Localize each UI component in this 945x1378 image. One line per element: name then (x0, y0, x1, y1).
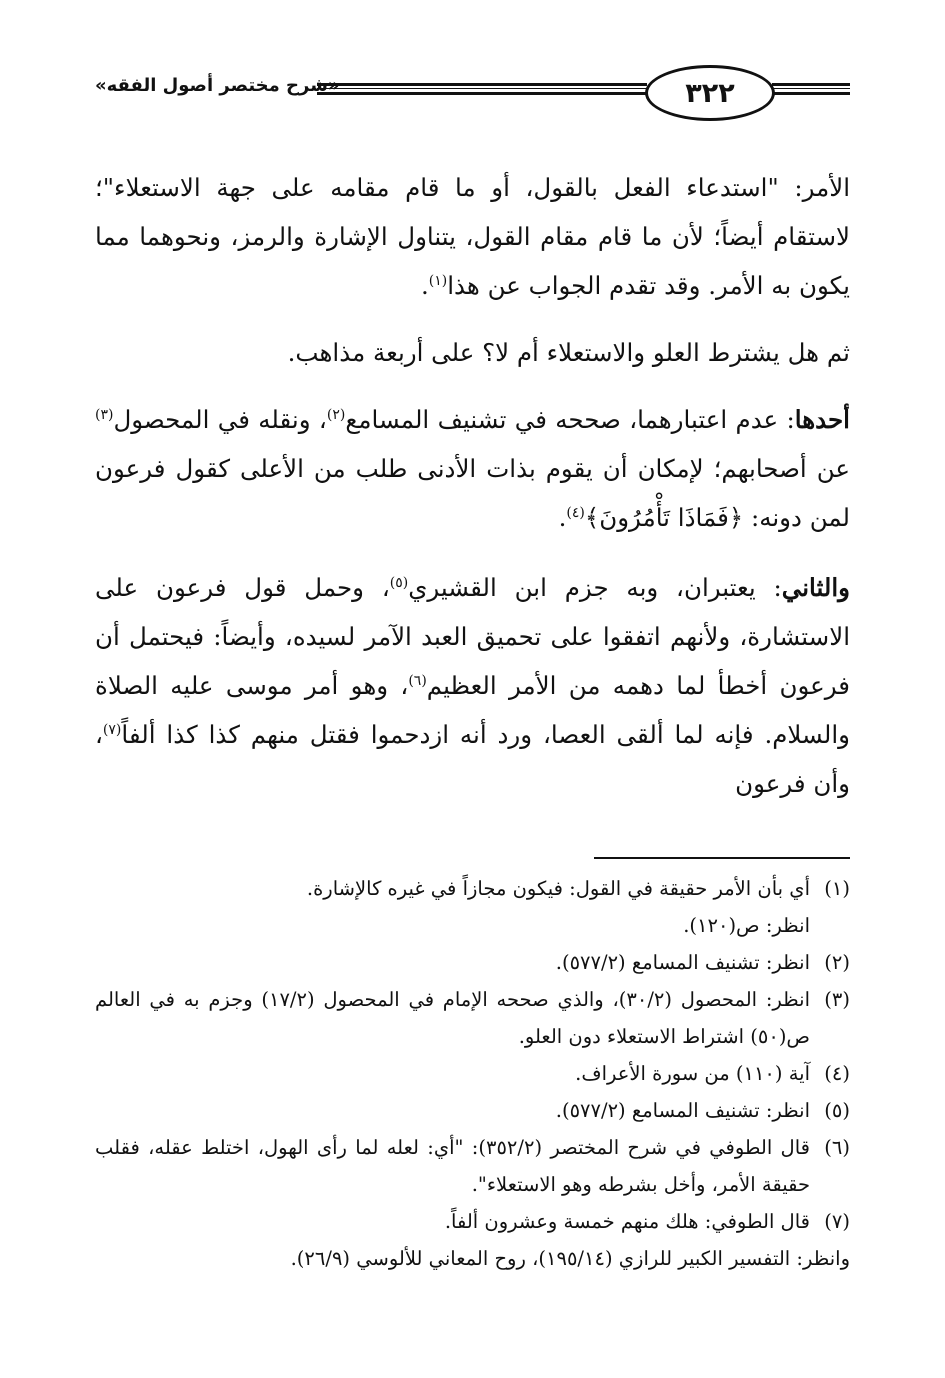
footnote-number: (١) (824, 877, 850, 900)
paragraph-1-text: الأمر: "استدعاء الفعل بالقول، أو ما قام مقامه على جهة الاستعلاء"؛ لاستقام أيضاً؛ لأن ما قام مقام القول، يتناول الإشارة والرمز، ونحوهما مما يكون به الأمر. وقد تقدم الجواب عن هذا (95, 173, 850, 300)
footnote-ref-7: (٧) (102, 721, 122, 738)
paragraph-4-text-d: ، وأن فرعون (95, 720, 850, 798)
footnote-text: أي بأن الأمر حقيقة في القول: فيكون مجازاً في غيره كالإشارة. (306, 877, 810, 900)
book-title: «شرح مختصر أصول الفقه» (95, 75, 340, 96)
paragraph-4-lead: والثاني (781, 573, 850, 602)
paragraph-3-end: . (558, 503, 567, 532)
footnote-separator (594, 857, 850, 859)
paragraph-3 (95, 395, 850, 542)
paragraph-3-text-b: ، ونقله في المحصول (113, 405, 327, 434)
footnote-number: (٦) (824, 1136, 850, 1159)
footnote-ref-5: (٥) (389, 574, 409, 591)
footnote-text: انظر: المحصول (٣٠/٢)، والذي صححه الإمام في المحصول (١٧/٢) وجزم به في العالم ص(٥٠) اشتراط الاستعلاء دون العلو. (95, 988, 811, 1048)
footnote-3 (95, 981, 850, 1055)
paragraph-4-text-a: : يعتبران، وبه جزم ابن القشيري (408, 573, 782, 602)
footnote-2 (95, 944, 850, 981)
footnote-4 (95, 1055, 850, 1092)
paragraph-4-text-b: ، وحمل قول فرعون على الاستشارة، ولأنهم اتفقوا على تحميق العبد الآمر لسيده، وأيضاً: فيحتمل أن فرعون أخطأ لما دهمه من الأمر العظيم (95, 573, 850, 700)
footnote-ref-3: (٣) (95, 406, 114, 423)
footnote-ref-6: (٦) (408, 672, 427, 689)
main-text (95, 163, 850, 829)
footnote-text: انظر: تشنيف المسامع (٥٧٧/٢). (555, 1099, 810, 1122)
book-page (95, 55, 850, 1355)
footnote-tail: وانظر: التفسير الكبير للرازي (١٩٥/١٤)، روح المعاني للألوسي (٢٦/٩). (290, 1247, 850, 1270)
footnote-number: (٢) (824, 951, 850, 974)
footnote-1-continuation: انظر: ص(١٢٠). (683, 914, 810, 937)
paragraph-1 (95, 163, 850, 310)
footnote-number: (٥) (824, 1099, 850, 1122)
footnote-text: قال الطوفي: هلك منهم خمسة وعشرون ألفاً. (444, 1210, 810, 1233)
page-number: ٣٢٢ (645, 65, 775, 121)
footnote-ref-2: (٢) (326, 406, 346, 423)
footnote-5 (95, 1092, 850, 1129)
paragraph-3-lead: أحدها (794, 405, 850, 434)
footnote-text: قال الطوفي في شرح المختصر (٣٥٢/٢): "أي: لعله لما رأى الهول، اختلط عقله، فقلب حقيقة الأمر، وأخل بشرطه وهو الاستعلاء". (95, 1136, 810, 1196)
footnote-1 (95, 870, 850, 907)
paragraph-3-text-a: : عدم اعتبارهما، صححه في تشنيف المسامع (345, 405, 795, 434)
paragraph-3-text-c: عن أصحابهم؛ لإمكان أن يقوم بذات الأدنى طلب من الأعلى كقول فرعون لمن دونه: ﴿فَمَاذَا تَأْمُرُونَ﴾ (95, 454, 850, 532)
header-rule-right (772, 83, 850, 95)
paragraph-4-text-c: ، وهو أمر موسى عليه الصلاة والسلام. فإنه لما ألقى العصا، ورد أنه ازدحموا فقتل منهم كذا كذا ألفاً (95, 671, 850, 749)
footnote-text: انظر: تشنيف المسامع (٥٧٧/٢). (555, 951, 810, 974)
paragraph-4 (95, 563, 850, 808)
footnote-ref-1: (١) (428, 272, 448, 289)
header-rule-left (317, 83, 647, 95)
footnote-number: (٤) (824, 1062, 850, 1085)
footnote-text: آية (١١٠) من سورة الأعراف. (575, 1062, 810, 1085)
footnote-7 (95, 1203, 850, 1240)
footnote-number: (٣) (824, 988, 850, 1011)
paragraph-2: ثم هل يشترط العلو والاستعلاء أم لا؟ على أربعة مذاهب. (287, 338, 850, 367)
footnote-number: (٧) (824, 1210, 850, 1233)
footnote-6 (95, 1129, 850, 1203)
footnote-ref-4: (٤) (566, 504, 585, 521)
footnotes (95, 870, 850, 1277)
running-header (95, 55, 850, 135)
paragraph-1-end: . (420, 271, 429, 300)
